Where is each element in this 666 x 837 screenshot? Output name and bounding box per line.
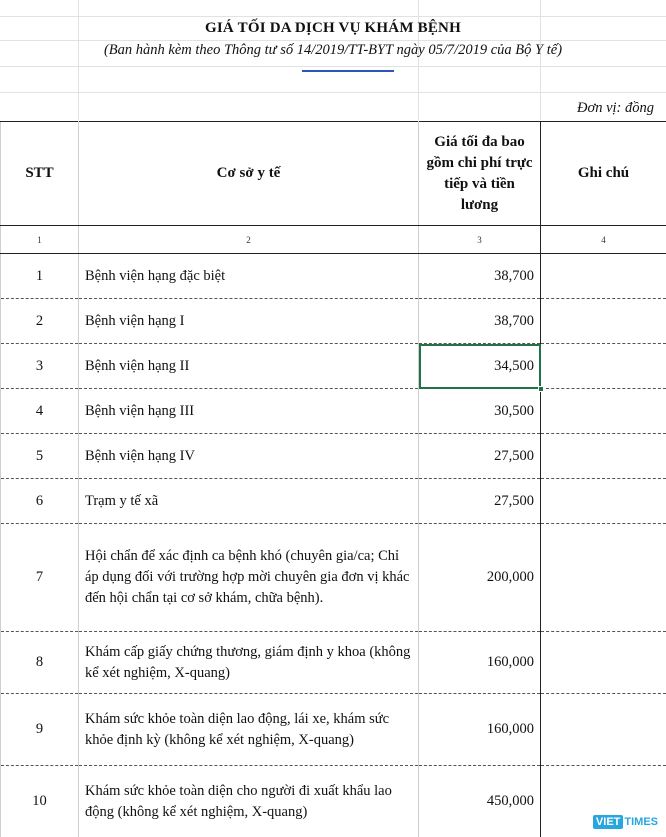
logo-part-times: TIMES — [624, 816, 658, 828]
row-stt-cell[interactable]: 3 — [1, 344, 79, 389]
column-number-cell[interactable]: 4 — [541, 226, 666, 254]
row-stt-cell[interactable]: 10 — [1, 766, 79, 837]
row-price-cell[interactable]: 38,700 — [419, 254, 541, 299]
row-facility-cell[interactable]: Khám sức khỏe toàn diện lao động, lái xe, khám sức khỏe định kỳ (không kể xét nghiệm, X-quang) — [79, 694, 419, 766]
table-row — [1, 524, 666, 632]
row-facility-cell[interactable]: Bệnh viện hạng III — [79, 389, 419, 434]
row-stt-cell[interactable]: 6 — [1, 479, 79, 524]
row-facility-cell[interactable]: Hội chẩn để xác định ca bệnh khó (chuyên gia/ca; Chỉ áp dụng đối với trường hợp mời chuyên gia đơn vị khác đến hội chẩn tại cơ sở khám, chữa bệnh). — [79, 524, 419, 632]
row-price-cell[interactable]: 160,000 — [419, 632, 541, 694]
row-facility-cell[interactable]: Bệnh viện hạng đặc biệt — [79, 254, 419, 299]
row-note-cell[interactable] — [541, 389, 666, 434]
row-price-cell[interactable]: 200,000 — [419, 524, 541, 632]
text-cursor-underline — [302, 70, 394, 72]
row-note-cell[interactable] — [541, 694, 666, 766]
table-row — [1, 766, 666, 837]
document-subtitle: (Ban hành kèm theo Thông tư số 14/2019/TT-BYT ngày 05/7/2019 của Bộ Y tế) — [103, 42, 563, 58]
row-note-cell[interactable] — [541, 632, 666, 694]
logo-part-viet: VIET — [593, 815, 623, 829]
row-price-cell[interactable]: 27,500 — [419, 479, 541, 524]
unit-label: Đơn vị: đồng — [576, 100, 654, 116]
row-note-cell[interactable] — [541, 299, 666, 344]
row-facility-cell[interactable]: Bệnh viện hạng IV — [79, 434, 419, 479]
row-facility-cell[interactable]: Khám sức khỏe toàn diện cho người đi xuất khẩu lao động (không kể xét nghiệm, X-quang) — [79, 766, 419, 837]
row-stt-cell[interactable]: 8 — [1, 632, 79, 694]
header-stt[interactable]: STT — [1, 122, 79, 226]
row-note-cell[interactable] — [541, 254, 666, 299]
header-facility[interactable]: Cơ sở y tế — [79, 122, 419, 226]
header-price[interactable]: Giá tối đa bao gồm chi phí trực tiếp và tiền lương — [419, 122, 541, 226]
document-title: GIÁ TỐI DA DỊCH VỤ KHÁM BỆNH — [205, 20, 461, 36]
table-row — [1, 299, 666, 344]
table-row — [1, 479, 666, 524]
row-note-cell[interactable] — [541, 524, 666, 632]
table-row — [1, 254, 666, 299]
column-number-cell[interactable]: 1 — [1, 226, 79, 254]
row-facility-cell[interactable]: Bệnh viện hạng II — [79, 344, 419, 389]
row-facility-cell[interactable]: Bệnh viện hạng I — [79, 299, 419, 344]
row-price-cell[interactable]: 450,000 — [419, 766, 541, 837]
row-stt-cell[interactable]: 7 — [1, 524, 79, 632]
table-row — [1, 694, 666, 766]
row-note-cell[interactable] — [541, 344, 666, 389]
column-number-cell[interactable]: 2 — [79, 226, 419, 254]
row-price-cell[interactable]: 38,700 — [419, 299, 541, 344]
fill-handle[interactable] — [538, 386, 544, 392]
column-number-cell[interactable]: 3 — [419, 226, 541, 254]
header-note[interactable]: Ghi chú — [541, 122, 666, 226]
price-table — [0, 121, 666, 837]
row-facility-cell[interactable]: Trạm y tế xã — [79, 479, 419, 524]
table-row — [1, 632, 666, 694]
row-stt-cell[interactable]: 2 — [1, 299, 79, 344]
row-stt-cell[interactable]: 4 — [1, 389, 79, 434]
spreadsheet-gridlines — [0, 0, 666, 120]
row-price-cell[interactable]: 30,500 — [419, 389, 541, 434]
table-row — [1, 434, 666, 479]
row-stt-cell[interactable]: 5 — [1, 434, 79, 479]
row-price-cell[interactable]: 34,500 — [419, 344, 541, 389]
table-row — [1, 344, 666, 389]
column-number-row — [1, 226, 666, 254]
row-note-cell[interactable] — [541, 434, 666, 479]
table-row — [1, 389, 666, 434]
row-price-cell[interactable]: 27,500 — [419, 434, 541, 479]
viettimes-logo — [593, 815, 658, 829]
row-stt-cell[interactable]: 9 — [1, 694, 79, 766]
row-note-cell[interactable] — [541, 479, 666, 524]
row-facility-cell[interactable]: Khám cấp giấy chứng thương, giám định y khoa (không kể xét nghiệm, X-quang) — [79, 632, 419, 694]
row-stt-cell[interactable]: 1 — [1, 254, 79, 299]
row-price-cell[interactable]: 160,000 — [419, 694, 541, 766]
